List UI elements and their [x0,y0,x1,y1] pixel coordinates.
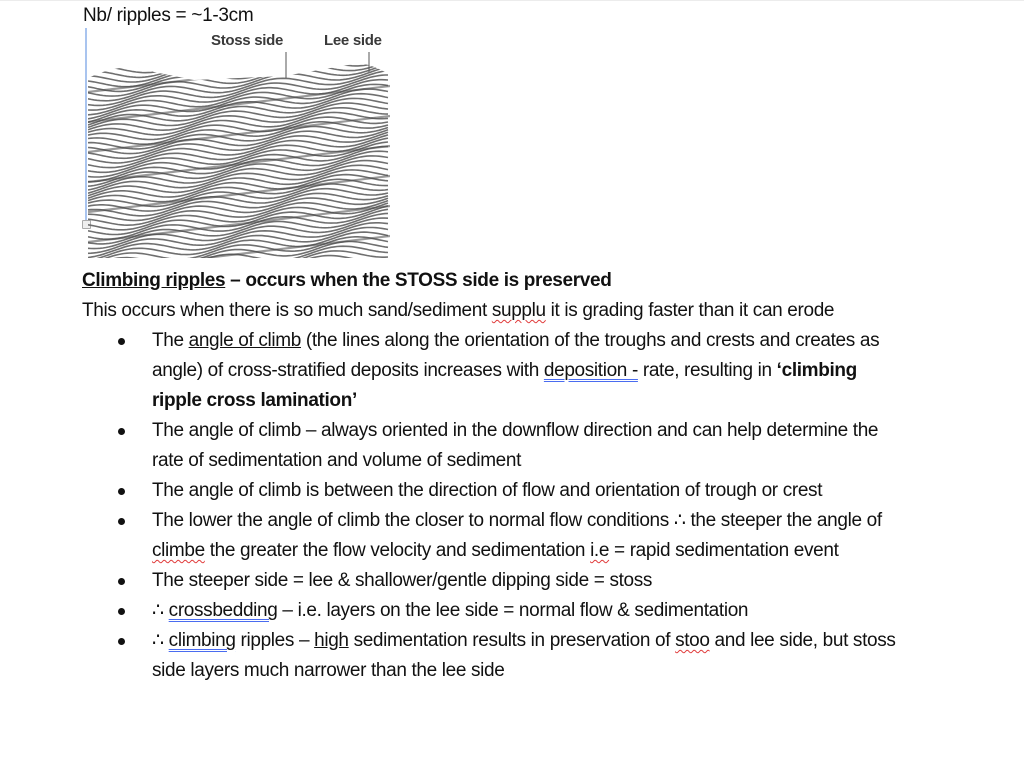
heading-rest: – occurs when the STOSS side is preserved [225,270,612,291]
list-item [82,416,902,476]
underlined-term: high [314,630,349,651]
list-item [82,596,902,626]
grammar-flag-deposition[interactable]: deposition - [543,360,638,381]
list-item [82,326,902,416]
text-run: the greater the flow velocity and sedimentation [204,540,591,561]
lee-side-label: Lee side [324,32,382,49]
text-run: rate, resulting in [637,360,777,381]
bullet-icon [118,578,125,585]
spelling-error-stoo[interactable]: stoo [675,630,710,651]
list-item [82,476,902,506]
lamination-lines [88,26,390,262]
stoss-side-label: Stoss side [211,32,284,49]
bullet-icon [118,518,125,525]
intro-text-2: it is grading faster than it can erode [545,300,835,321]
document-body [82,266,902,686]
list-item [82,566,902,596]
grammar-flag-crossbedding[interactable]: crossbedding [168,600,278,621]
list-item [82,506,902,566]
climbing-ripple-figure[interactable] [84,26,404,262]
bullet-icon [118,638,125,645]
spelling-error-supplu[interactable]: supplu [491,300,546,321]
intro-paragraph [82,296,902,326]
therefore-symbol: ∴ [152,600,169,621]
text-run: and lee side, but stoss side layers much narrower than the lee side [152,630,896,681]
therefore-symbol: ∴ [152,630,169,651]
bullet-list [82,326,902,686]
intro-text-1: This occurs when there is so much sand/sediment [82,300,492,321]
text-run: The steeper side = lee & shallower/gentle dipping side = stoss [152,570,653,591]
text-run: – i.e. layers on the lee side = normal flow & sedimentation [277,600,749,621]
text-run: sedimentation results in preservation of [348,630,676,651]
grammar-flag-climbing[interactable]: climbing [168,630,236,651]
spelling-error-ie[interactable]: i.e [590,540,610,561]
lamination-line [88,55,388,78]
heading-term: Climbing ripples [82,270,226,291]
lamination-line [88,50,388,72]
bullet-icon [118,488,125,495]
bullet-icon [118,608,125,615]
text-run: The angle of climb is between the direction of flow and orientation of trough or crest [152,480,823,501]
text-run: The angle of climb – always oriented in the downflow direction and can help determine the rate of sedimentation and volume of sediment [152,420,879,471]
bold-term: ‘climbing ripple cross lamination’ [152,360,857,411]
section-heading [82,266,902,296]
ripple-size-note: Nb/ ripples = ~1-3cm [83,5,254,26]
ripple-lamination-diagram [84,26,404,262]
text-run: = rapid sedimentation event [609,540,839,561]
text-run: The [152,330,189,351]
text-run: (the lines along the orientation of the troughs and crests and creates as angle) of cross-stratified deposits increases with [152,330,880,381]
text-run: ripples – [235,630,315,651]
bullet-icon [118,338,125,345]
text-run: The lower the angle of climb the closer to normal flow conditions ∴ the steeper the angle of [152,510,882,531]
spelling-error-climbe[interactable]: climbe [152,540,205,561]
page-top-border [0,0,1024,1]
lamination-line [88,260,388,262]
list-item [82,626,902,686]
lamination-line [88,256,388,262]
underlined-term: angle of climb [188,330,301,351]
bullet-icon [118,428,125,435]
